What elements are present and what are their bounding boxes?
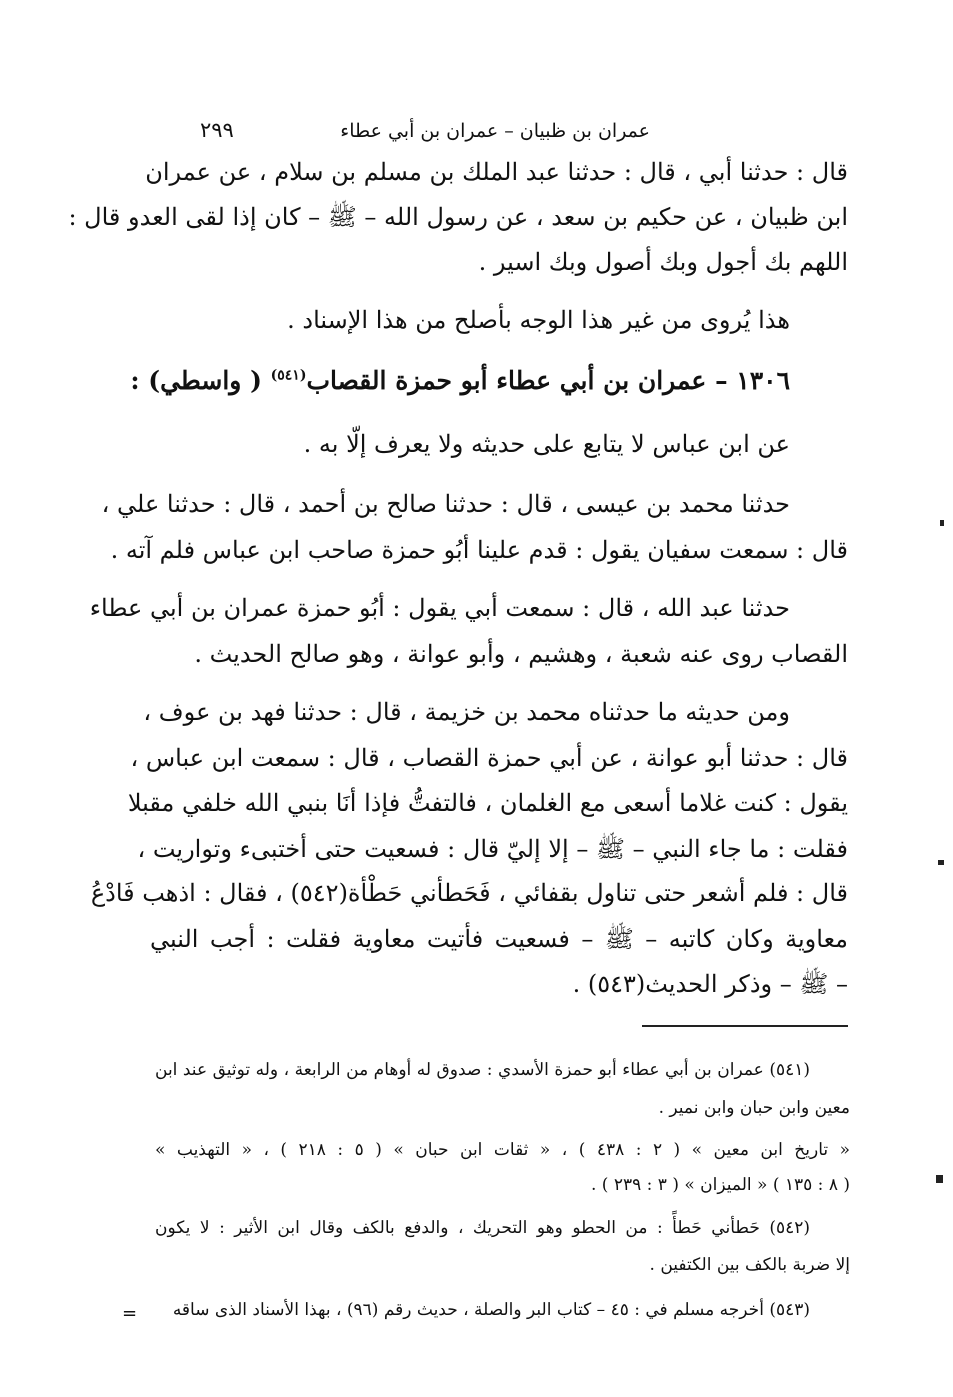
page-number: ٢٩٩ xyxy=(200,118,234,142)
entry-name: عمران بن أبي عطاء أبو حمزة القصاب xyxy=(306,366,707,395)
entry-heading xyxy=(130,366,790,395)
body-line: قال : حدثنا أبي ، قال : حدثنا عبد الملك بن مسلم بن سلام ، عن عمران xyxy=(145,158,848,186)
scan-speck xyxy=(940,520,944,526)
footnote-line: (٥٤٣) أخرجه مسلم في : ٤٥ – كتاب البر والصلة ، حديث رقم (٩٦) ، بهذا الأسناد الذى ساقه xyxy=(172,1300,810,1320)
body-line: القصاب روى عنه شعبة ، وهشيم ، وأبو عوانة ، وهو صالح الحديث . xyxy=(194,640,848,668)
body-line: معاوية وكان كاتبه – ﷺ – فسعيت فأتيت معاوية فقلت : أجب النبي xyxy=(150,925,848,953)
body-line: قال : فلم أشعر حتى تناول بقفائي ، فَحَطأني حَطْأة(٥٤٢) ، فقال : اذهب فَادْعُ xyxy=(90,879,848,907)
entry-number: ١٣٠٦ xyxy=(736,366,790,395)
body-line: عن ابن عباس لا يتابع على حديثه ولا يعرف إلّا به . xyxy=(303,430,790,458)
footnote-separator xyxy=(642,1025,848,1027)
scan-speck xyxy=(938,860,944,865)
scan-speck xyxy=(936,1175,943,1183)
footnote-ref: (٥٤١) xyxy=(270,367,307,384)
running-header xyxy=(200,120,650,148)
entry-suffix: ( واسطي) : xyxy=(130,366,262,395)
body-line: حدثنا محمد بن عيسى ، قال : حدثنا صالح بن أحمد ، قال : حدثنا علي ، xyxy=(101,490,790,518)
footnote-line: معين وابن حبان وابن نمير . xyxy=(658,1098,850,1118)
body-line: قال : حدثنا أبو عوانة ، عن أبي حمزة القصاب ، قال : سمعت ابن عباس ، xyxy=(130,744,848,772)
body-line: يقول : كنت غلاما أسعى مع الغلمان ، فالتفتُّ فإذا أنَا بنبي الله خلفي مقبلا xyxy=(127,789,848,817)
footnote-line: إلا ضربة بالكف بين الكتفين . xyxy=(649,1255,850,1275)
body-line: فقلت : ما جاء النبي – ﷺ – إلا إليّ قال : فسعيت حتى أختبىء وتواريت ، xyxy=(137,835,848,863)
footnote-line: « تاريخ ابن معين » ( ٢ : ٤٣٨ ) ، « ثقات ابن حبان » ( ٥ : ٢١٨ ) ، « التهذيب » xyxy=(155,1140,850,1160)
body-line: حدثنا عبد الله ، قال : سمعت أبي يقول : أبُو حمزة عمران بن أبي عطاء xyxy=(89,594,790,622)
body-line: – ﷺ – وذكر الحديث(٥٤٣) . xyxy=(572,970,848,998)
footnote-line: (٥٤٢) حَطأني حَطأً : من الحطو وهو التحريك ، والدفع بالكف وقال ابن الأثير : لا يكون xyxy=(155,1218,810,1238)
body-line: قال : سمعت سفيان يقول : قدم علينا أبُو حمزة صاحب ابن عباس فلم آته . xyxy=(110,536,848,564)
footnote-line: (٥٤١) عمران بن أبي عطاء أبو حمزة الأسدي : صدوق له أوهام من الرابعة ، وله توثيق عند ابن xyxy=(155,1060,810,1080)
body-line: ابن ظبيان ، عن حكيم بن سعد ، عن رسول الله – ﷺ – كان إذا لقى العدو قال : xyxy=(68,203,848,231)
body-line: اللهم بك أجول وبك أصول وبك اسير . xyxy=(478,248,848,276)
body-line: ومن حديثه ما حدثناه محمد بن خزيمة ، قال : حدثنا فهد بن عوف ، xyxy=(143,698,790,726)
continuation-mark: = xyxy=(122,1303,138,1324)
entry-dash: – xyxy=(715,366,728,395)
header-title: عمران بن ظبيان – عمران بن أبي عطاء xyxy=(340,120,650,142)
footnote-line: ( ٨ : ١٣٥ ) « الميزان » ( ٣ : ٢٣٩ ) . xyxy=(590,1175,850,1195)
body-line: هذا يُروى من غير هذا الوجه بأصلح من هذا الإسناد . xyxy=(287,306,790,334)
